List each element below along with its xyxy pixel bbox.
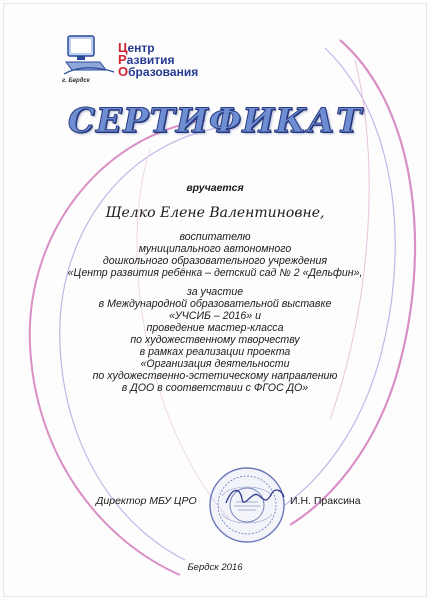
organization-logo — [62, 32, 222, 90]
awarded-label: вручается — [186, 182, 244, 194]
logo-line-3: Образования — [118, 64, 199, 79]
logo-initial: Р — [118, 52, 127, 67]
logo-text — [118, 42, 198, 78]
footer-place-year: Бердск 2016 — [187, 562, 243, 573]
signatory-name: И.Н. Праксина — [290, 495, 361, 507]
role-line-1: воспитателю — [179, 231, 251, 243]
handwritten-signature — [222, 483, 288, 511]
role-line-3: дошкольного образовательного учреждения — [102, 255, 328, 267]
reason-line-7: «Организация деятельности — [140, 358, 290, 370]
reason-line-8: по художественно-эстетическому направлению — [92, 370, 338, 382]
reason-line-1: за участие — [186, 286, 244, 298]
reason-line-2: в Международной образовательной выставке — [98, 298, 332, 310]
computer-monitor-icon — [62, 32, 116, 78]
role-line-4: «Центр развития ребёнка – детский сад № 2 «Дельфин», — [67, 267, 363, 279]
reason-line-9: в ДОО в соответствии с ФГОС ДО» — [121, 382, 309, 394]
reason-line-3: «УЧСИБ – 2016» и — [169, 310, 261, 322]
director-position: Директор МБУ ЦРО — [96, 495, 197, 507]
reason-line-4: проведение мастер-класса — [146, 322, 284, 334]
role-line-2: муниципального автономного — [138, 243, 292, 255]
reason-line-6: в рамках реализации проекта — [139, 346, 291, 358]
logo-initial: Ц — [118, 40, 128, 55]
logo-line-2: Развития — [118, 52, 175, 67]
reason-line-5: по художественному творчеству — [130, 334, 300, 346]
logo-city: г. Бердск — [62, 78, 90, 84]
logo-line-1: Центр — [118, 40, 155, 55]
certificate-title: СЕРТИФИКАТ — [67, 101, 363, 141]
logo-initial: О — [118, 64, 129, 79]
recipient-name: Щелко Елене Валентиновне, — [105, 205, 325, 221]
